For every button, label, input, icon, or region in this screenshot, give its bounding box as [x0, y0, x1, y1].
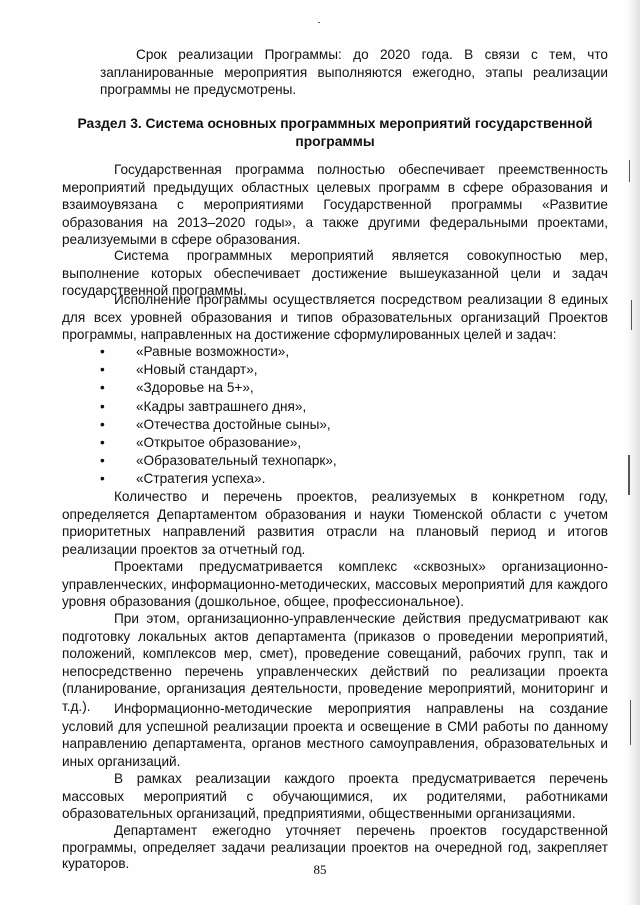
list-item: • «Равные возможности», — [100, 343, 337, 361]
list-item: • «Открытое образование», — [100, 434, 337, 452]
paragraph-department: Департамент ежегодно уточняет перечень проектов государственной программы, определяет задачи реализации проектов на очередной год, закрепляет кураторов. — [62, 823, 608, 871]
scan-speck — [630, 700, 631, 745]
scan-edge-shadow — [626, 0, 640, 905]
paragraph-information: Информационно-методические мероприятия направлены на создание условий для успешной реализации проекта и освещение в СМИ работы по данному направлению департамента, органов местного самоуправления, образовательных и иных организаций. — [62, 701, 608, 769]
scan-speck — [318, 22, 320, 23]
paragraph-management: При этом, организационно-управленческие действия предусматривают как подготовку локальных актов департамента (приказов о проведении мероприятий, положений, комплексов мер, смет), проведение совещаний, рабочих групп, так и непосредственно перечень управленческих действий по реализации проекта (планирование, организация деятельности, проведение мероприятий, мониторинг и т.д.). — [62, 611, 608, 714]
bullet-marker: • — [100, 435, 105, 451]
intro-paragraph: Срок реализации Программы: до 2020 года. В связи с тем, что запланированные мероприятия выполняются ежегодно, этапы реализации программы не предусмотрены. — [100, 47, 608, 97]
list-item: • «Стратегия успеха». — [100, 470, 337, 488]
bullet-marker: • — [100, 416, 105, 432]
list-item: • «Здоровье на 5+», — [100, 379, 337, 397]
list-item: • «Новый стандарт», — [100, 361, 337, 379]
scan-speck — [631, 300, 632, 330]
paragraph-system: Система программных мероприятий является совокупностью мер, выполнение которых обеспечивает достижение вышеуказанной цели и задач государственной программы. — [62, 248, 608, 298]
scan-speck — [629, 160, 630, 182]
paragraph-execution: Исполнение программы осуществляется посредством реализации 8 единых для всех уровней образования и типов образовательных организаций Проектов программы, направленных на достижение сформулированных целей и задач: — [62, 292, 608, 342]
bullet-marker: • — [100, 380, 105, 396]
paragraph-quantity: Количество и перечень проектов, реализуемых в конкретном году, определяется Департаментом образования и науки Тюменской области с учетом приоритетных направлений развития отрасли на плановый период и итогов реализации проектов за отчетный год. — [62, 489, 608, 557]
bullet-marker: • — [100, 344, 105, 359]
projects-list — [100, 343, 337, 489]
list-item: • «Отечества достойные сыны», — [100, 416, 337, 434]
list-item: • «Кадры завтрашнего дня», — [100, 398, 337, 416]
paragraph-continuity: Государственная программа полностью обеспечивает преемственность мероприятий предыдущих областных целевых программ в сфере образования и взаимоувязана с мероприятиями Государственной программы «Развитие образования на 2013–2020 годы», а также другими федеральными проектами, реализуемыми в сфере образования. — [62, 162, 608, 247]
list-item: • «Образовательный технопарк», — [100, 452, 337, 470]
scan-speck — [628, 455, 630, 495]
bullet-marker: • — [100, 471, 105, 487]
bullet-marker: • — [100, 453, 105, 469]
section-heading: Раздел 3. Система основных программных мероприятий государственной программы — [77, 116, 593, 149]
paragraph-mass-events: В рамках реализации каждого проекта предусматривается перечень массовых мероприятий с обучающимися, их родителями, работниками образовательных организаций, предприятиями, общественными организациями. — [62, 771, 608, 821]
bullet-marker: • — [100, 362, 105, 378]
page-number: 85 — [313, 862, 327, 877]
paragraph-projects: Проектами предусматривается комплекс «сквозных» организационно-управленческих, информационно-методических, массовых мероприятий для каждого уровня образования (дошкольное, общее, профессиональное). — [62, 559, 608, 609]
bullet-marker: • — [100, 398, 105, 414]
